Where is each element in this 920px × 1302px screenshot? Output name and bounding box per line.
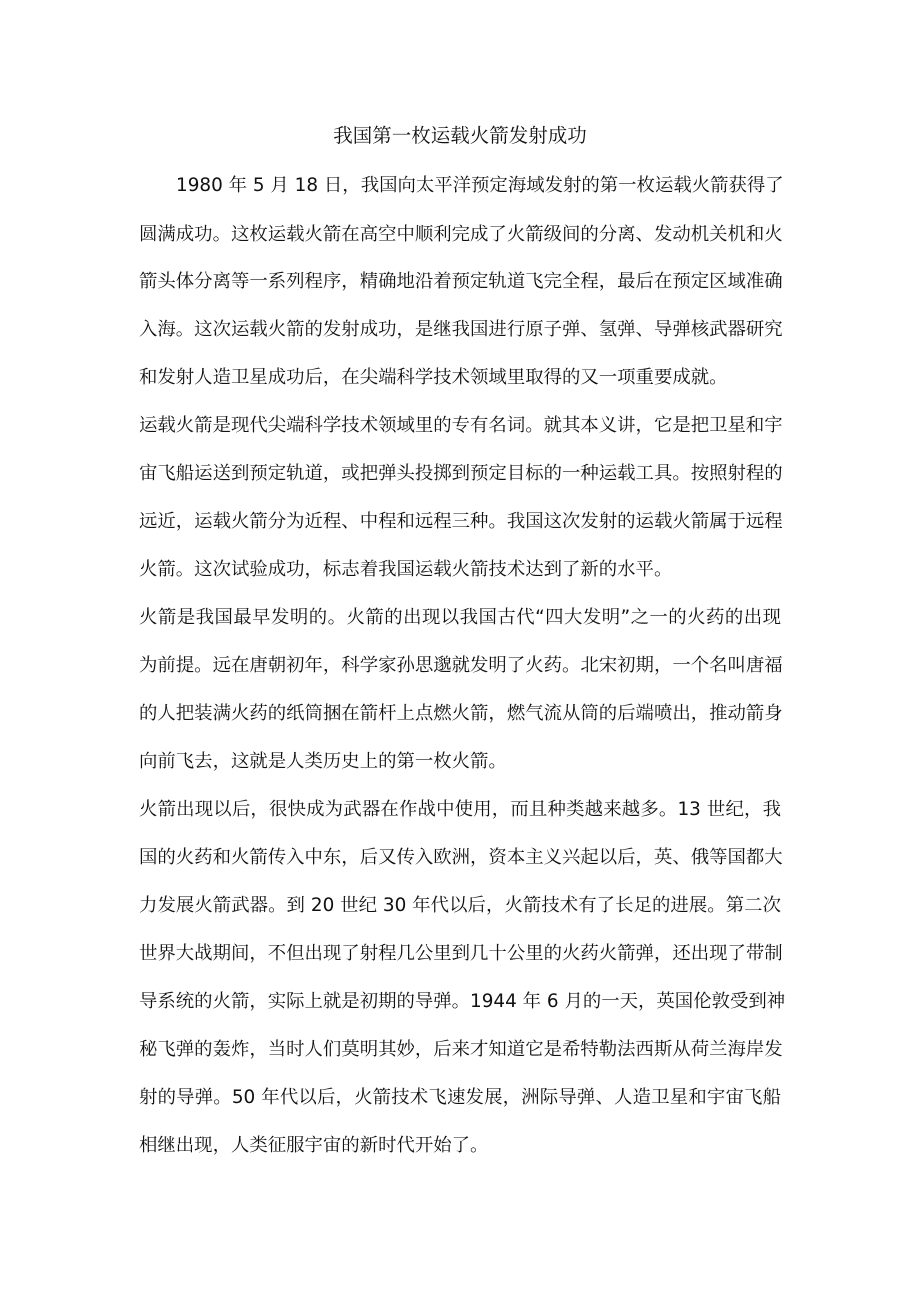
paragraph-line: 入海。这次运载火箭的发射成功，是继我国进行原子弹、氢弹、导弹核武器研究 <box>139 319 783 340</box>
paragraph-line: 相继出现，人类征服宇宙的新时代开始了。 <box>139 1135 489 1156</box>
paragraph-line: 箭头体分离等一系列程序，精确地沿着预定轨道飞完全程，最后在预定区域准确 <box>139 271 783 292</box>
paragraph-line: 射的导弹。50 年代以后，火箭技术飞速发展，洲际导弹、人造卫星和宇宙飞船 <box>139 1087 781 1108</box>
paragraph-line: 秘飞弹的轰炸，当时人们莫明其妙，后来才知道它是希特勒法西斯从荷兰海岸发 <box>139 1039 783 1060</box>
paragraph-line: 火箭是我国最早发明的。火箭的出现以我国古代“四大发明”之一的火药的出现 <box>139 607 781 628</box>
paragraph-line: 远近，运载火箭分为近程、中程和远程三种。我国这次发射的运载火箭属于远程 <box>139 511 783 532</box>
paragraph-line: 的人把装满火药的纸筒捆在箭杆上点燃火箭，燃气流从筒的后端喷出，推动箭身 <box>139 703 783 724</box>
paragraph-line: 国的火药和火箭传入中东，后又传入欧洲，资本主义兴起以后，英、俄等国都大 <box>139 847 783 868</box>
paragraph-line: 为前提。远在唐朝初年，科学家孙思邈就发明了火药。北宋初期，一个名叫唐福 <box>139 655 783 676</box>
paragraph-line: 导系统的火箭，实际上就是初期的导弹。1944 年 6 月的一天，英国伦敦受到神 <box>139 991 786 1012</box>
paragraph-line: 火箭出现以后，很快成为武器在作战中使用，而且种类越来越多。13 世纪，我 <box>139 799 781 820</box>
paragraph-line: 和发射人造卫星成功后，在尖端科学技术领域里取得的又一项重要成就。 <box>139 367 728 388</box>
paragraph-line: 1980 年 5 月 18 日，我国向太平洋预定海域发射的第一枚运载火箭获得了 <box>176 175 784 196</box>
paragraph-line: 世界大战期间，不但出现了射程几公里到几十公里的火药火箭弹，还出现了带制 <box>139 943 783 964</box>
document-title: 我国第一枚运载火箭发射成功 <box>333 124 587 147</box>
paragraph-line: 运载火箭是现代尖端科学技术领域里的专有名词。就其本义讲，它是把卫星和宇 <box>139 415 783 436</box>
paragraph-line: 力发展火箭武器。到 20 世纪 30 年代以后，火箭技术有了长足的进展。第二次 <box>139 895 781 916</box>
paragraph-line: 火箭。这次试验成功，标志着我国运载火箭技术达到了新的水平。 <box>139 559 673 580</box>
paragraph-line: 圆满成功。这枚运载火箭在高空中顺利完成了火箭级间的分离、发动机关机和火 <box>139 224 783 245</box>
paragraph-line: 向前飞去，这就是人类历史上的第一枚火箭。 <box>139 751 507 772</box>
paragraph-line: 宙飞船运送到预定轨道，或把弹头投掷到预定目标的一种运载工具。按照射程的 <box>139 463 783 484</box>
